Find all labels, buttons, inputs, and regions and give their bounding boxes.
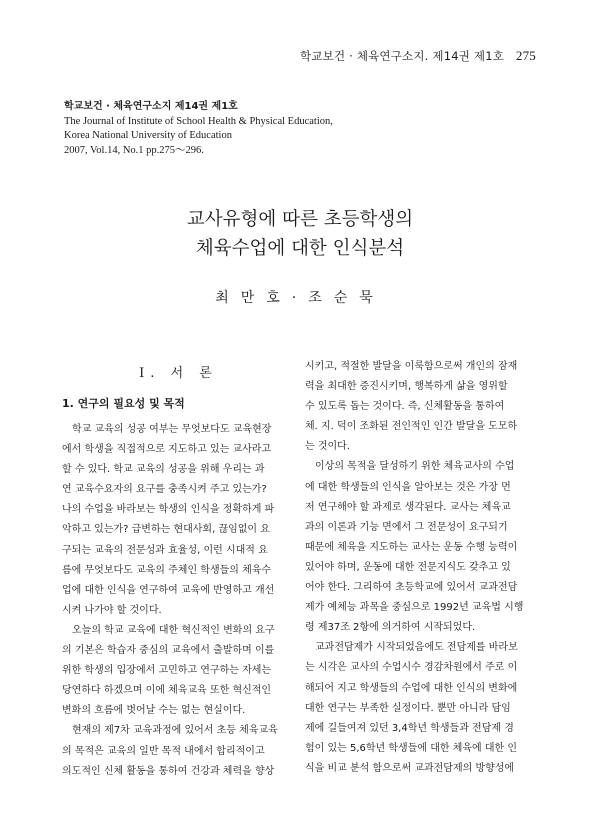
body-line: 교과전담제가 시작되었음에도 전담제를 바라보 (315, 642, 518, 654)
paper-title-line1: 교사유형에 따른 초등학생의 (186, 209, 414, 230)
page-number: 275 (515, 48, 536, 63)
body-line: 령 제37조 2항에 의거하여 시작되었다. (305, 622, 476, 634)
paper-title-line2: 체육수업에 대한 인식분석 (195, 238, 405, 259)
running-header-journal: 학교보건 · 체육연구소지. 제14권 제1호 (300, 49, 505, 63)
body-line: 해되어 지고 학생들의 수업에 대한 인식의 변화에 (305, 682, 518, 694)
body-line: 할 수 있다. 학교 교육의 성공을 위해 우리는 과 (62, 464, 265, 476)
body-line: 는 시각은 교사의 수업시수 경감차원에서 주로 이 (305, 662, 518, 674)
body-line: 이상의 목적을 달성하기 위한 체육교사의 수업 (315, 461, 515, 473)
body-line: 시키고, 적절한 발달을 이룩함으로써 개인의 잠재 (305, 361, 518, 372)
left-column-body (62, 420, 295, 782)
body-line: 때문에 체육을 지도하는 교사는 운동 수행 능력이 (305, 541, 518, 553)
body-line: 에서 학생을 직접적으로 지도하고 있는 교사라고 (62, 444, 272, 456)
left-column (62, 364, 295, 782)
body-line: 제에 길들여져 있던 3,4학년 학생들과 전담제 경 (305, 722, 514, 734)
body-line: 시켜 나가야 할 것이다. (62, 604, 162, 616)
body-line: 력을 최대한 증진시키며, 행복하게 삶을 영위할 (305, 381, 508, 393)
body-line: 연 교육수요자의 요구를 충족시켜 주고 있는가? (62, 484, 267, 496)
body-line: 당연하다 하겠으며 이에 체육교육 또한 혁신적인 (62, 685, 272, 697)
body-line: 어야 한다. 그리하여 초등학교에 있어서 교과전담 (305, 582, 518, 594)
body-line: 제가 예체능 과목을 중심으로 1992년 교육법 시행 (305, 602, 524, 614)
right-column (305, 357, 538, 779)
body-line: 과의 이론과 기능 면에서 그 전문성이 요구되기 (305, 521, 508, 533)
body-line: 학교 교육의 성공 여부는 무엇보다도 교육현장 (72, 424, 272, 435)
body-line: 업에 대한 인식을 연구하여 교육에 반영하고 개선 (62, 584, 275, 596)
body-line: 오늘의 학교 교육에 대한 혁신적인 변화의 요구 (72, 624, 275, 636)
body-line: 나의 수업을 바라보는 학생의 인식을 정확하게 파 (62, 504, 275, 516)
body-line: 저 연구해야 할 과제로 생각된다. 교사는 체육교 (305, 501, 511, 513)
body-line: 악하고 있는가? 급변하는 현대사회, 끊임없이 요 (62, 524, 270, 536)
body-line: 변화의 흐름에 벗어날 수는 없는 현실이다. (62, 705, 246, 717)
body-line: 식을 비교 분석 함으로써 교과전담제의 방향성에 (305, 762, 515, 774)
body-line: 험이 있는 5,6학년 학생들에 대한 체육에 대한 인 (305, 742, 518, 754)
body-line: 에 대한 학생들의 인식을 알아보는 것은 가장 먼 (305, 481, 511, 493)
journal-institution: Korea National University of Education (64, 130, 232, 141)
body-line: 수 있도록 돕는 것이다. 즉, 신체활동을 통하여 (305, 401, 505, 413)
journal-citation: 2007, Vol.14, No.1 pp.275～296. (64, 144, 204, 156)
authors: 최만호·조순묵 (215, 290, 385, 306)
body-line: 름에 무엇보다도 교육의 주체인 학생들의 체육수 (62, 564, 272, 576)
body-line: 구되는 교육의 전문성과 효율성, 이런 시대적 요 (62, 544, 268, 556)
section-heading: Ⅰ. 서 론 (139, 366, 218, 381)
paper-title (0, 205, 600, 263)
body-line: 위한 학생의 입장에서 고민하고 연구하는 자세는 (62, 665, 272, 677)
body-line: 의도적인 신체 활동을 통하여 건강과 체력을 향상 (62, 765, 275, 777)
body-line: 의 기본은 학습자 중심의 교육에서 출발하며 이를 (62, 645, 275, 657)
body-line: 있어야 하며, 운동에 대한 전문지식도 갖추고 있 (305, 561, 511, 573)
running-header (300, 48, 536, 64)
journal-info (64, 100, 333, 158)
body-line: 의 목적은 교육의 일반 목적 내에서 합리적이고 (62, 745, 265, 757)
body-line: 대한 연구는 부족한 실정이다. 뿐만 아니라 담임 (305, 702, 511, 714)
subsection-heading: 1. 연구의 필요성 및 목적 (62, 397, 185, 410)
body-line: 는 것이다. (305, 441, 350, 453)
body-line: 체. 지. 덕이 조화된 전인적인 인간 발달을 도모하 (305, 421, 518, 433)
body-line: 현재의 제7차 교육과정에 있어서 초등 체육교육 (72, 725, 278, 737)
journal-english-name: The Journal of Institute of School Health & Physical Education, (64, 115, 333, 127)
journal-korean-name: 학교보건 · 체육연구소지 제14권 제1호 (64, 101, 238, 112)
